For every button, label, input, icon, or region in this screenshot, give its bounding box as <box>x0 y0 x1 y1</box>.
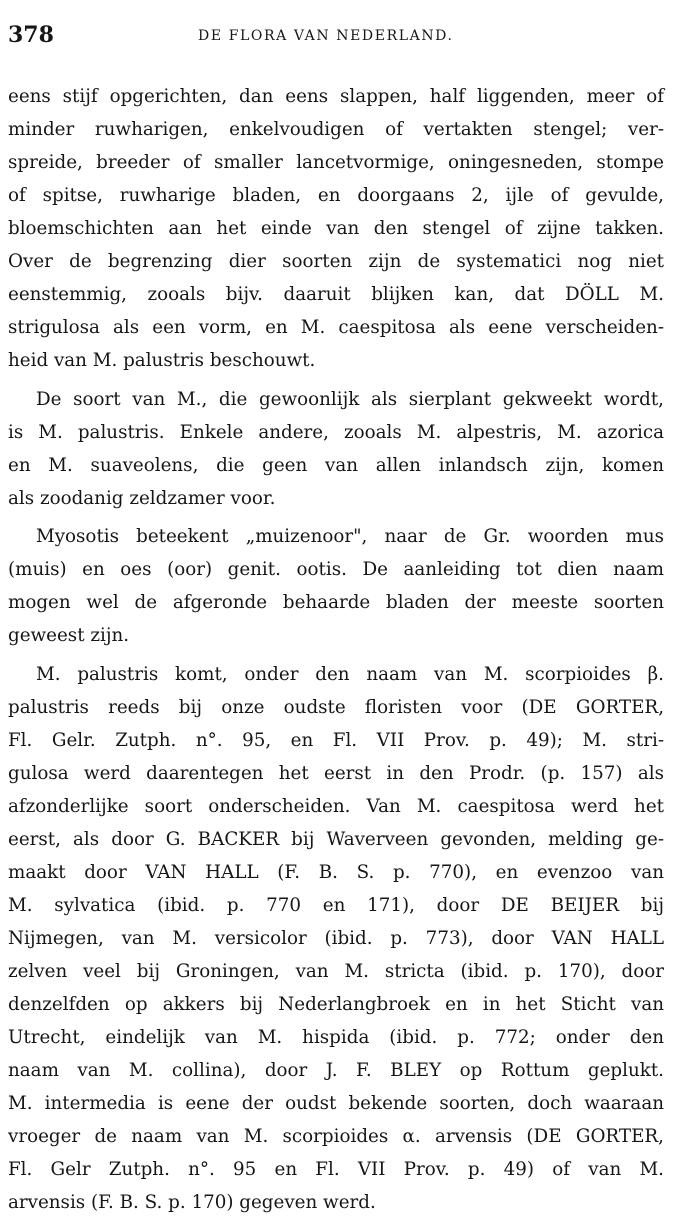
paragraph-1 <box>8 80 664 377</box>
page-body <box>8 80 664 1219</box>
text-line: M. palustris komt, onder den naam van M. scorpioides β. <box>36 663 664 685</box>
text-line: zelven veel bij Groningen, van M. stricta (ibid. p. 170), door <box>8 960 664 982</box>
text-line: vroeger de naam van M. scorpioides α. arvensis (DE GORTER, <box>8 1125 664 1147</box>
text-line: eenstemmig, zooals bijv. daaruit blijken kan, dat DÖLL M. <box>8 284 664 305</box>
text-line: heid van M. palustris beschouwt. <box>8 350 316 371</box>
text-line: Utrecht, eindelijk van M. hispida (ibid. p. 772; onder den <box>8 1026 664 1048</box>
text-line: spreide, breeder of smaller lancetvormige, oningesneden, stompe <box>8 152 664 173</box>
text-line: is M. palustris. Enkele andere, zooals M. alpestris, M. azorica <box>8 421 664 443</box>
text-line: of spitse, ruwharige bladen, en doorgaans 2, ijle of gevulde, <box>8 185 664 206</box>
text-line: Nijmegen, van M. versicolor (ibid. p. 773), door VAN HALL <box>8 927 664 949</box>
text-line: Fl. Gelr. Zutph. n°. 95, en Fl. VII Prov. p. 49); M. stri- <box>8 729 664 751</box>
paragraph-4 <box>8 658 664 1219</box>
text-line: geweest zijn. <box>8 625 130 647</box>
text-line: eens stijf opgerichten, dan eens slappen, half liggenden, meer of <box>8 86 664 107</box>
text-line: palustris reeds bij onze oudste floristen voor (DE GORTER, <box>8 696 664 718</box>
text-line: en M. suaveolens, die geen van allen inlandsch zijn, komen <box>8 454 664 476</box>
text-line: afzonderlijke soort onderscheiden. Van M. caespitosa werd het <box>8 795 664 817</box>
text-line: bloemschichten aan het einde van den stengel of zijne takken. <box>8 218 664 239</box>
text-line: minder ruwharigen, enkelvoudigen of vertakten stengel; ver- <box>8 119 664 140</box>
running-head: DE FLORA VAN NEDERLAND. <box>198 28 454 44</box>
text-line: M. intermedia is eene der oudst bekende soorten, doch waaraan <box>8 1092 664 1114</box>
text-line: mogen wel de afgeronde behaarde bladen der meeste soorten <box>8 592 664 614</box>
text-line: naam van M. collina), door J. F. BLEY op Rottum geplukt. <box>8 1059 664 1081</box>
text-line: denzelfden op akkers bij Nederlangbroek en in het Sticht van <box>8 993 664 1015</box>
text-line: als zoodanig zeldzamer voor. <box>8 487 276 509</box>
text-line: Myosotis beteekent „muizenoor", naar de Gr. woorden mus <box>36 526 664 548</box>
text-line: arvensis (F. B. S. p. 170) gegeven werd. <box>8 1191 376 1213</box>
text-line: Over de begrenzing dier soorten zijn de systematici nog niet <box>8 251 664 272</box>
text-line: gulosa werd daarentegen het eerst in den Prodr. (p. 157) als <box>8 762 664 784</box>
text-line: strigulosa als een vorm, en M. caespitosa als eene verscheiden- <box>8 317 664 338</box>
text-line: (muis) en oes (oor) genit. ootis. De aanleiding tot dien naam <box>8 559 664 581</box>
page-number: 378 <box>8 22 54 48</box>
text-line: eerst, als door G. BACKER bij Waverveen gevonden, melding ge- <box>8 828 664 850</box>
page-header <box>8 22 660 54</box>
text-line: M. sylvatica (ibid. p. 770 en 171), door DE BEIJER bij <box>8 894 664 916</box>
paragraph-3 <box>8 520 664 652</box>
paragraph-2 <box>8 383 664 515</box>
text-line: maakt door VAN HALL (F. B. S. p. 770), en evenzoo van <box>8 861 664 883</box>
text-line: De soort van M., die gewoonlijk als sierplant gekweekt wordt, <box>36 388 664 410</box>
text-line: Fl. Gelr Zutph. n°. 95 en Fl. VII Prov. p. 49) of van M. <box>8 1158 664 1180</box>
